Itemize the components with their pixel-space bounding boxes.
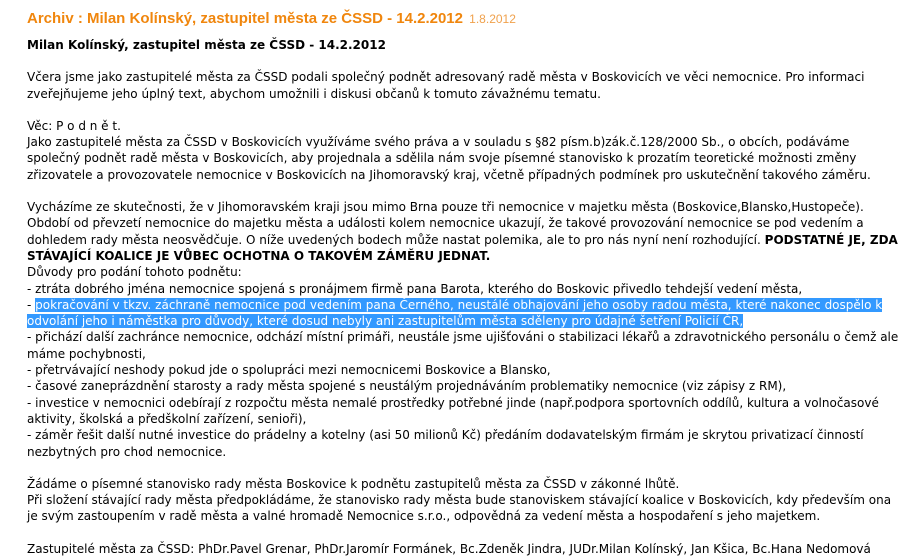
reason-item: - investice v nemocnici odebírají z rozpočtu města nemalé prostředky potřebné jinde (např.podpora sportovních oddílů, kultura a volnočasové aktivity, školská a předškolní zařízení, senioři), — [27, 395, 879, 426]
spacer — [27, 102, 899, 118]
article-subtitle: Milan Kolínský, zastupitel města ze ČSSD - 14.2.2012 — [27, 38, 386, 52]
assumption-paragraph: Při složení stávající rady města předpokládáme, že stanovisko rady města bude stanoviskem stávající koalice v Boskovicích, kdy především ona je svým zastoupením v radě města a valné hromadě Nemocnice s.r.o., odpovědná za vedení města a hospodaření s jeho majetkem. — [27, 493, 892, 524]
article — [27, 9, 899, 557]
facts-emphasis: PODSTATNÉ JE, ZDA STÁVAJÍCÍ KOALICE JE VŮBEC OCHOTNA O TAKOVÉM ZÁMĚRU JEDNAT. — [27, 232, 898, 263]
subject-line: Věc: P o d n ě t. — [27, 118, 121, 133]
reasons-heading: Důvody pro podání tohoto podnětu: — [27, 265, 242, 280]
facts-paragraph — [27, 199, 899, 264]
reason-item: - záměr řešit další nutné investice do prádelny a kotelny (asi 50 milionů Kč) předáním dodavatelským firmám je skrytou privatizací činností nezbytných pro chod nemocnice. — [27, 428, 864, 459]
spacer — [27, 525, 899, 541]
article-title-row — [27, 9, 899, 29]
spacer — [27, 183, 899, 199]
petition-paragraph: Jako zastupitelé města za ČSSD v Boskovicích využíváme svého práva a v souladu s §82 písm.b)zák.č.128/2000 Sb., o obcích, podáváme společný podnět radě města v Boskovicích, aby projednala a sdělila nám svoje písemné stanovisko k prozatím teoretické možnosti změny zřizovatele a provozovatele nemocnice v Boskovicích na Jihomoravský kraj, včetně případných podmínek pro uskutečnění takového záměru. — [27, 135, 871, 182]
facts-text: Vycházíme ze skutečnosti, že v Jihomoravském kraji jsou mimo Brna pouze tři nemocnice v majetku města (Boskovice,Blansko,Hustopeče). Období od převzetí nemocnice do majetku města a události kolem nemocnice ukazují, že takové provozování nemocnice se pod vedením a dohledem rady města neosvědčuje. O níže uvedených bodech může nastat polemika, ale to pro nás nyní není rozhodující. — [27, 200, 864, 247]
article-date: 1.8.2012 — [469, 12, 516, 26]
intro-paragraph: Včera jsme jako zastupitelé města za ČSSD podali společný podnět adresovaný radě města v Boskovicích ve věci nemocnice. Pro informaci zveřejňujeme jeho úplný text, abychom umožnili i diskusi občanů k tomuto závažnému tematu. — [27, 70, 865, 101]
reason-dash: - — [27, 297, 36, 312]
signature: Zastupitelé města za ČSSD: PhDr.Pavel Grenar, PhDr.Jaromír Formánek, Bc.Zdeněk Jindra, JUDr.Milan Kolínský, Jan Kšica, Bc.Hana Nedomová — [27, 541, 871, 556]
reason-item: - přichází další zachránce nemocnice, odchází místní primáři, neustále jsme ujišťováni o stabilizaci lékařů a zdravotnického personálu o čemž ale máme pochybnosti, — [27, 330, 899, 361]
article-title: Archiv : Milan Kolínský, zastupitel města ze ČSSD - 14.2.2012 — [27, 10, 463, 27]
reason-item: - ztráta dobrého jména nemocnice spojená s pronájmem firmě pana Barota, kterého do Boskovic přivedlo tehdejší vedení města, — [27, 281, 803, 296]
spacer — [27, 460, 899, 476]
reason-item-selected — [27, 297, 899, 330]
request-paragraph: Žádáme o písemné stanovisko rady města Boskovice k podnětu zastupitelů města za ČSSD v zákonné lhůtě. — [27, 476, 680, 491]
reason-item: - přetrvávající neshody pokud jde o spolupráci mezi nemocnicemi Boskovice a Blansko, — [27, 363, 551, 378]
reason-item: - časové zaneprázdnění starosty a rady města spojené s neustálým projednáváním problematiky nemocnice (viz zápisy z RM), — [27, 379, 787, 394]
selected-text[interactable]: pokračování v tkzv. záchraně nemocnice pod vedením pana Černého, neustálé obhajování jeho osoby radou města, které nakonec dospělo k odvolání jeho i náměstka pro důvody, které dosud nebyly ani zastupitelům města sděleny pro údajné šetření Policií ČR, — [27, 297, 883, 329]
